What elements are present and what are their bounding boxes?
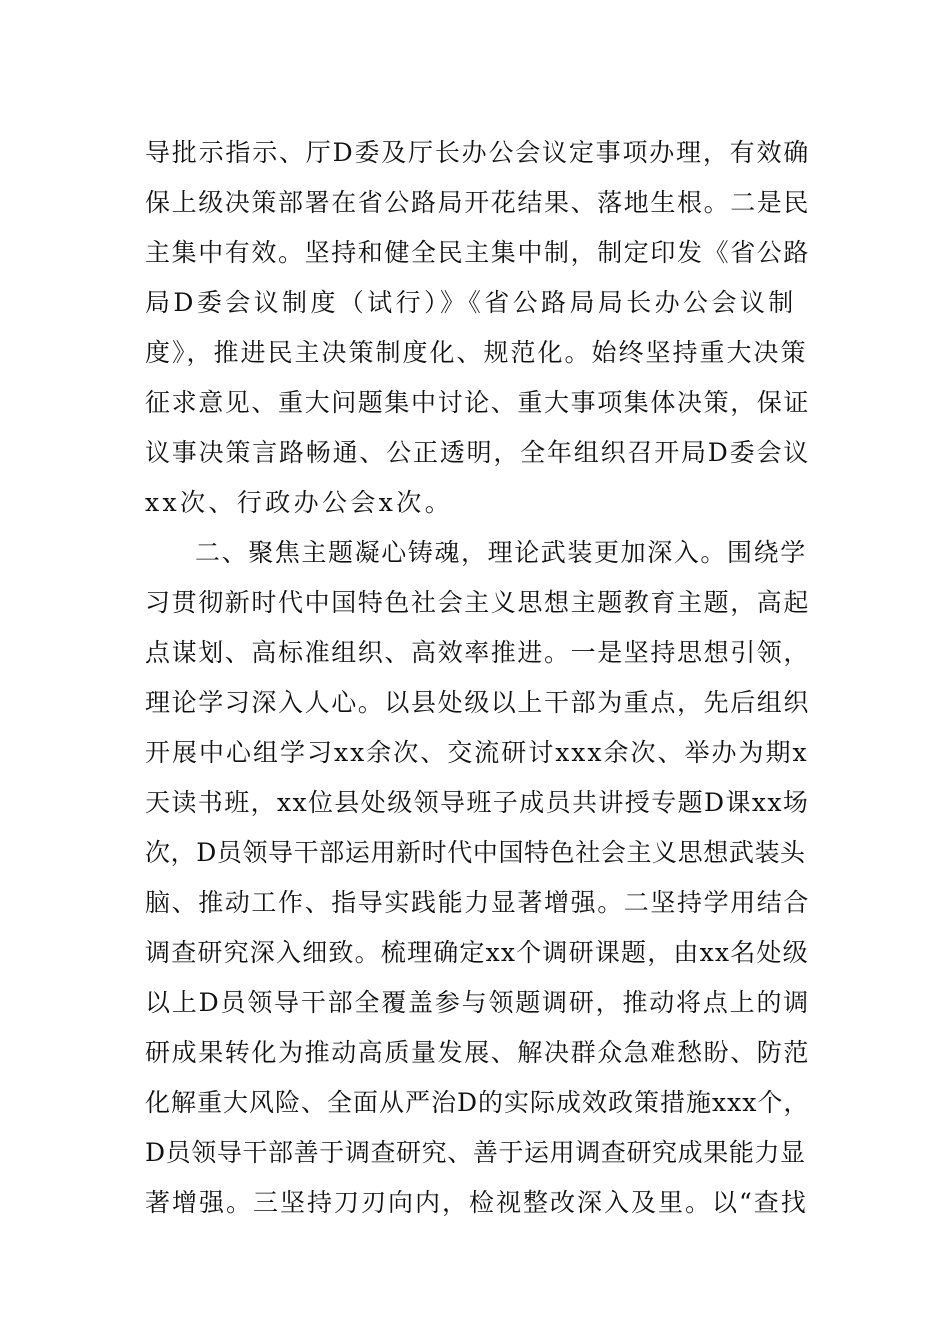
text-line: 天读书班，xx位县处级领导班子成员共讲授专题D课xx场: [145, 788, 810, 817]
paragraph-heading-line: 二、聚焦主题凝心铸魂，理论武装更加深入。围绕学: [195, 538, 807, 567]
text-line: 以上D员领导干部全覆盖参与领题调研，推动将点上的调: [145, 988, 811, 1017]
text-line: 局D委会议制度（试行）》《省公路局局长办公会议制: [145, 288, 797, 317]
text-line: D员领导干部善于调查研究、善于运用调查研究成果能力显: [145, 1138, 806, 1167]
text-line: 习贯彻新时代中国特色社会主义思想主题教育主题，高起: [145, 588, 811, 617]
text-line: 度》，推进民主决策制度化、规范化。始终坚持重大决策: [145, 338, 808, 367]
text-line: 研成果转化为推动高质量发展、解决群众急难愁盼、防范: [145, 1038, 811, 1067]
text-line: 征求意见、重大问题集中讨论、重大事项集体决策，保证: [145, 388, 811, 417]
text-line: 调查研究深入细致。梳理确定xx个调研课题，由xx名处级: [145, 938, 809, 967]
text-line: 导批示指示、厅D委及厅长办公会议定事项办理，有效确: [145, 138, 811, 167]
text-line: 议事决策言路畅通、公正透明，全年组织召开局D委会议: [145, 438, 811, 467]
text-line: 次，D员领导干部运用新时代中国特色社会主义思想武装头: [145, 838, 806, 867]
text-line: 主集中有效。坚持和健全民主集中制，制定印发《省公路: [145, 238, 811, 267]
text-line: 化解重大风险、全面从严治D的实际成效政策措施xxx个，: [145, 1088, 810, 1117]
text-line: xx次、行政办公会x次。: [145, 488, 454, 517]
text-line: 开展中心组学习xx余次、交流研讨xxx余次、举办为期x: [145, 738, 809, 767]
text-line: 点谋划、高标准组织、高效率推进。一是坚持思想引领，: [145, 638, 811, 667]
text-line: 理论学习深入人心。以县处级以上干部为重点，先后组织: [145, 688, 811, 717]
text-line: 脑、推动工作、指导实践能力显著增强。二坚持学用结合: [145, 888, 811, 917]
text-line: 保上级决策部署在省公路局开花结果、落地生根。二是民: [145, 188, 811, 217]
text-line: 著增强。三坚持刀刃向内，检视整改深入及里。以“查找: [145, 1188, 808, 1217]
